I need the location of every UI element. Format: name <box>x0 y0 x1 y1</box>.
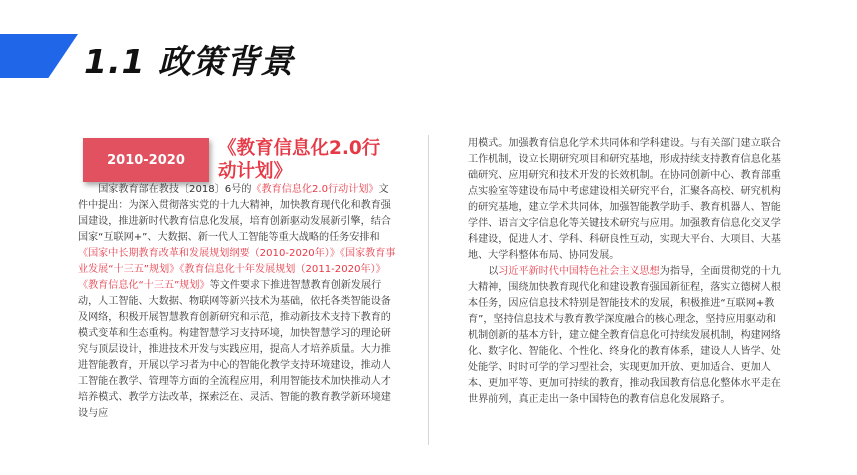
left-text-2: 文件中提出：为深入贯彻落实党的十九大精神，加快教育现代化和教育强国建设，推进新时代教育信息化发展，培育创新驱动发展新引擎，结合国家“互联网+”、大数据、新一代人工智能等重大战略的任务安排和 <box>78 184 391 243</box>
column-divider <box>428 135 429 445</box>
right-paragraph-1: 用模式。加强教育信息化学术共同体和学科建设。与有关部门建立联合工作机制，设立长期研究项目和研究基地，形成持续支持教育信息化基础研究、应用研究和技术开发的长效机制。在协同创新中心、教育部重点实验室等建设布局中考虑建设相关研究平台，汇聚各高校、研究机构的研究基地，建立学术共同体，加强智能教学助手、教育机器人、智能学伴、语言文字信息化等关键技术研究与应用。加强教育信息化交叉学科建设，促进人才、学科、科研良性互动，实现大平台、大项目、大基地、大学科整体布局、协同发展。 <box>468 138 781 261</box>
right-text-body: 为指导，全面贯彻党的十九大精神，围绕加快教育现代化和建设教育强国新征程，落实立德树人根本任务，因应信息技术特别是智能技术的发展，积极推进“互联网+教育”，坚持信息技术与教育教学深度融合的核心理念，坚持应用驱动和机制创新的基本方针，建立健全教育信息化可持续发展机制，构建网络化、数字化、智能化、个性化、终身化的教育体系，建设人人皆学、处处能学、时时可学的学习型社会，实现更加开放、更加适合、更加人本、更加平等、更加可持续的教育，推动我国教育信息化整体水平走在世界前列，真正走出一条中国特色的教育信息化发展路子。 <box>468 266 781 405</box>
right-column <box>468 136 786 408</box>
ideology-highlight: 习近平新时代中国特色社会主义思想 <box>498 266 660 277</box>
left-text-3: 等文件要求下推进智慧教育创新发展行动，人工智能、大数据、物联网等新兴技术为基础，依托各类智能设备及网络，积极开展智慧教育创新研究和示范，推动新技术支持下教育的模式变革和生态重构。构建智慧学习支持环境，加快智慧学习的理论研究与顶层设计，推进技术开发与实践应用，提高人才培养质量。大力推进智能教育，开展以学习者为中心的智能化教学支持环境建设，推动人工智能在教学、管理等方面的全流程应用，利用智能技术加快推动人才培养模式、教学方法改革，探索泛在、灵活、智能的教育教学新环境建设与应 <box>78 280 391 419</box>
left-column <box>78 182 398 422</box>
right-paragraph-2 <box>468 264 786 408</box>
page-title: 1.1 政策背景 <box>84 42 294 81</box>
left-text-1: 国家教育部在教技〔2018〕6号的 <box>98 184 252 195</box>
policy-list-highlight: 《国家中长期教育改革和发展规划纲要（2010-2020年）》《国家教育事业发展“十三五”规划》《教育信息化十年发展规划（2011-2020年）》《教育信息化“十三五”规划》 <box>78 248 396 291</box>
policy-title-highlight: 《教育信息化2.0行动计划》 <box>251 184 379 195</box>
section-heading: 《教育信息化2.0行动计划》 <box>218 138 381 182</box>
left-paragraph <box>78 182 398 422</box>
title-accent-bar <box>0 34 78 78</box>
right-text-lead: 以 <box>488 266 499 277</box>
year-badge: 2010-2020 <box>83 138 209 182</box>
